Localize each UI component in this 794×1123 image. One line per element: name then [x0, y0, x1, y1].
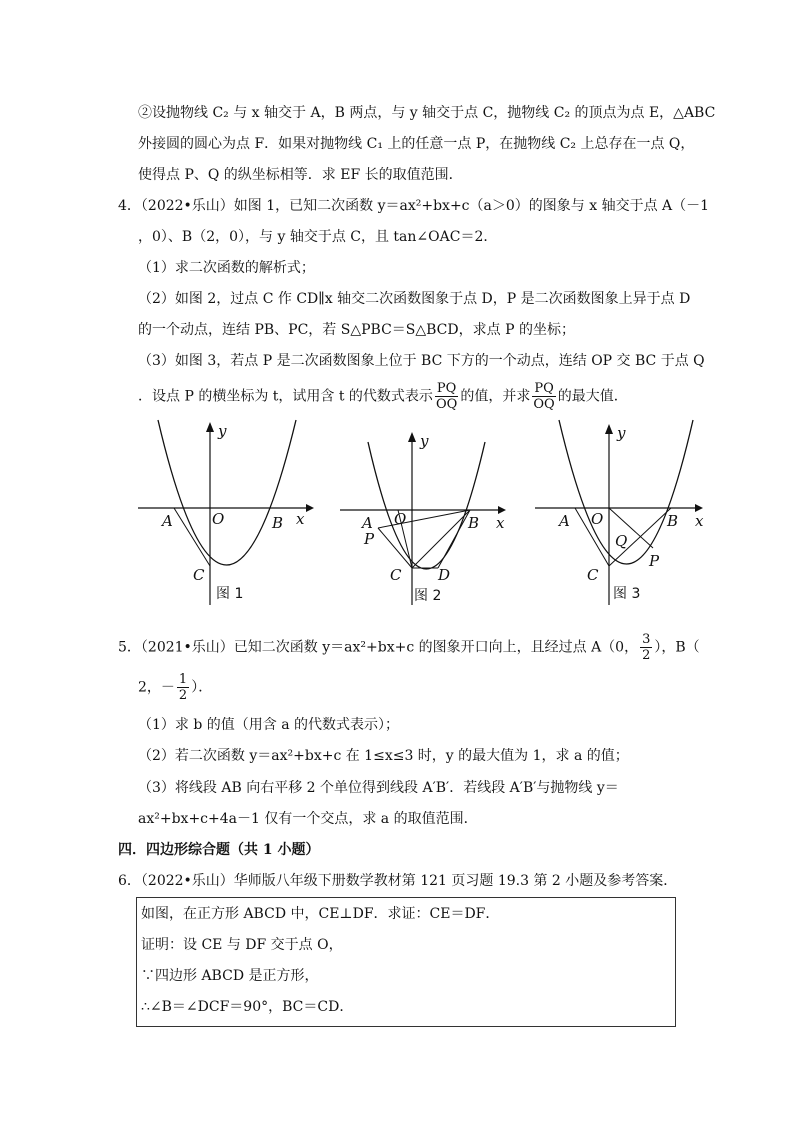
label-y: y [218, 422, 227, 440]
q5-part-1: （1）求 b 的值（用含 a 的代数式表示）； [138, 717, 400, 733]
q3-line-1: ②设抛物线 C₂ 与 x 轴交于 A，B 两点，与 y 轴交于点 C，抛物线 C₂ 的顶点为点 E，△ABC [138, 105, 716, 121]
q5-line-1 [118, 632, 700, 663]
caption-figure-2: 图 2 [414, 588, 442, 604]
y-axis-arrow [206, 422, 214, 432]
q5-part-3b: ax²+bx+c+4a－1 仅有一个交点，求 a 的取值范围． [138, 811, 478, 827]
q4-part-3b-pre: ．设点 P 的横坐标为 t，试用含 t 的代数式表示 [138, 388, 433, 405]
q5-line-1-post: ），B（ [654, 639, 700, 656]
label-o: O [212, 510, 225, 528]
label-o: O [591, 510, 604, 528]
x-axis-arrow [695, 504, 703, 512]
segment-db [438, 510, 470, 568]
figure-3 [535, 420, 715, 614]
label-x: x [296, 510, 305, 528]
label-a: A [362, 514, 373, 532]
fraction-1-2-denominator: 2 [178, 688, 188, 703]
figure-2-svg [340, 420, 520, 610]
fraction-1-2-numerator: 1 [178, 672, 188, 687]
pq-oq-fraction [435, 381, 458, 412]
fraction-denominator-2: OQ [533, 397, 555, 412]
q5-part-3a: （3）将线段 AB 向右平移 2 个单位得到线段 A′B′．若线段 A′B′与抛物线 y＝ [138, 780, 619, 796]
q5-line-2 [138, 672, 212, 703]
proof-line-2: 证明：设 CE 与 DF 交于点 O， [141, 937, 343, 953]
label-x: x [496, 514, 505, 532]
label-c: C [587, 566, 599, 584]
q5-line-2-pre: 2，－ [138, 679, 175, 696]
proof-box [136, 897, 676, 1027]
q4-part-2b: 的一个动点，连结 PB、PC，若 S△PBC＝S△BCD，求点 P 的坐标； [138, 322, 575, 338]
segment-cb [412, 510, 470, 568]
label-a: A [162, 512, 173, 530]
q4-part-2a: （2）如图 2，过点 C 作 CD∥x 轴交二次函数图象于点 D，P 是二次函数图象上异于点 D [138, 291, 691, 307]
fraction-3-2-denominator: 2 [642, 648, 651, 663]
q5-line-2-post: ）． [191, 679, 213, 696]
q3-line-3: 使得点 P、Q 的纵坐标相等．求 EF 长的取值范围． [138, 167, 463, 183]
q5-line-1-pre: 5．（2021•乐山）已知二次函数 y＝ax²+bx+c 的图象开口向上，且经过点 A（0， [118, 639, 639, 656]
q3-line-2: 外接圆的圆心为点 F．如果对抛物线 C₁ 上的任意一点 P，在抛物线 C₂ 上总存在一点 Q， [138, 136, 695, 152]
pq-oq-fraction-2 [532, 381, 555, 412]
proof-line-4: ∴∠B＝∠DCF＝90°，BC＝CD． [141, 999, 354, 1015]
segment-ac [174, 508, 210, 566]
figure-1-svg [138, 420, 318, 610]
y-axis-arrow [605, 424, 613, 434]
proof-line-1: 如图，在正方形 ABCD 中，CE⊥DF．求证：CE＝DF． [141, 906, 500, 922]
q4-part-3b-post: 的最大值． [557, 388, 628, 405]
label-o: O [394, 510, 407, 528]
figure-1 [138, 420, 318, 614]
label-b: B [272, 514, 284, 532]
section-heading: 四．四边形综合题（共 1 小题） [118, 842, 320, 858]
label-d: D [438, 566, 451, 584]
label-b: B [667, 512, 679, 530]
label-c: C [390, 566, 402, 584]
parabola [368, 442, 485, 569]
fraction-numerator: PQ [436, 381, 457, 396]
q4-part-3b-mid: 的值，并求 [460, 388, 531, 405]
fraction-denominator: OQ [435, 397, 458, 412]
label-p: P [364, 530, 375, 548]
fraction-1-2 [177, 672, 189, 703]
q6-line-1: 6．（2022•乐山）华师版八年级下册数学教材第 121 页习题 19.3 第 2 小题及参考答案． [118, 873, 678, 889]
fraction-numerator-2: PQ [534, 381, 554, 396]
label-q: Q [615, 532, 628, 550]
q4-line-1: 4．（2022•乐山）如图 1，已知二次函数 y＝ax²+bx+c（a＞0）的图象与 x 轴交于点 A（－1 [118, 198, 710, 214]
parabola [158, 420, 296, 565]
label-b: B [468, 514, 480, 532]
q4-part-1: （1）求二次函数的解析式； [138, 260, 315, 276]
q5-part-2: （2）若二次函数 y＝ax²+bx+c 在 1≤x≤3 时，y 的最大值为 1，求 a 的值； [138, 748, 629, 764]
fraction-3-2-numerator: 3 [642, 632, 651, 647]
fraction-3-2 [640, 632, 652, 663]
q4-part-3b [138, 381, 628, 412]
y-axis-arrow [408, 432, 416, 442]
caption-figure-1: 图 1 [216, 586, 244, 602]
figure-3-svg [535, 420, 715, 610]
label-a: A [559, 512, 570, 530]
caption-figure-3: 图 3 [613, 586, 641, 602]
x-axis-arrow [498, 506, 506, 514]
label-c: C [193, 566, 205, 584]
label-y: y [617, 424, 626, 442]
proof-line-3: ∵四边形 ABCD 是正方形， [141, 968, 319, 984]
label-y: y [420, 432, 429, 450]
q4-part-3a: （3）如图 3，若点 P 是二次函数图象上位于 BC 下方的一个动点，连结 OP 交 BC 于点 Q [138, 353, 705, 369]
q4-line-2: ，0）、B（2，0），与 y 轴交于点 C，且 tan∠OAC＝2． [138, 229, 498, 245]
segment-pb [378, 510, 470, 528]
label-x: x [695, 512, 704, 530]
figure-2 [340, 420, 520, 614]
label-p: P [649, 552, 660, 570]
x-axis-arrow [306, 504, 314, 512]
